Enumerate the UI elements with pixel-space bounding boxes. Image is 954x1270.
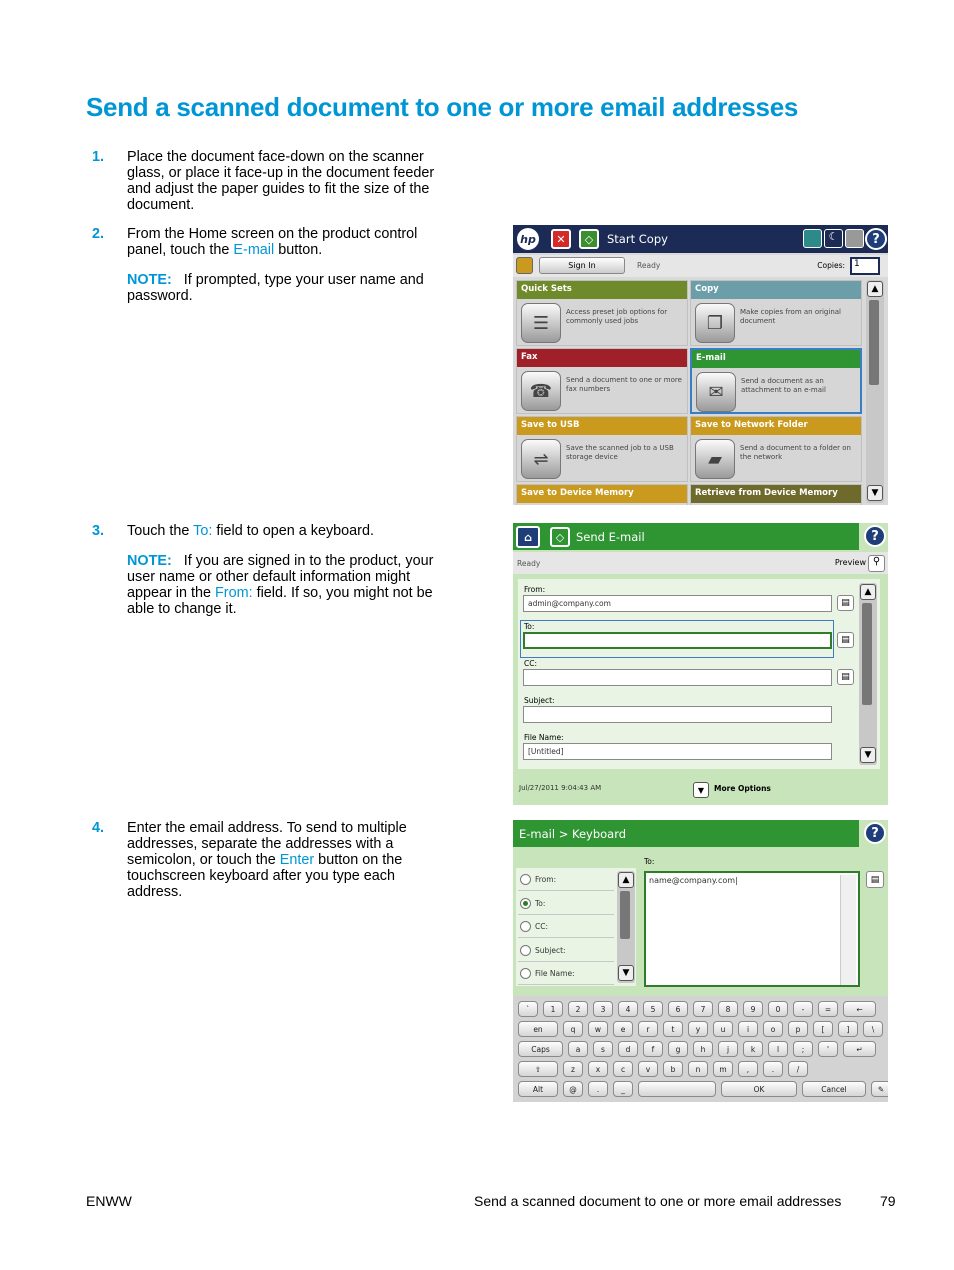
status-row [513,552,888,574]
key-label: Caps [531,1044,550,1054]
key[interactable] [738,1061,758,1077]
key[interactable] [788,1021,808,1037]
radio-label: Subject: [535,945,566,955]
radio-button-icon [520,874,531,885]
key[interactable] [788,1061,808,1077]
tile-label: Retrieve from Device Memory [691,485,861,503]
key-label: c [620,1064,626,1074]
scroll-down-icon[interactable]: ▼ [867,485,883,501]
fax-icon: ☎ [521,371,561,411]
key[interactable] [518,1001,538,1017]
key[interactable] [593,1041,613,1057]
scroll-thumb[interactable] [869,300,879,385]
key-label: l [776,1044,780,1054]
key-label: [ [821,1024,825,1034]
key-label: 0 [775,1004,781,1014]
key[interactable] [618,1001,638,1017]
start-button[interactable]: ◇ [579,229,599,249]
step-number: 1. [92,149,105,165]
key-label: j [726,1044,730,1054]
footer-left: ENWW [86,1193,132,1209]
preview-icon[interactable]: ⚲ [868,555,885,572]
key-label: _ [621,1084,625,1094]
address-book-icon[interactable]: ▤ [866,871,884,888]
key[interactable] [568,1001,588,1017]
key[interactable] [818,1001,838,1017]
key-label: y [695,1024,701,1034]
key-label: , [746,1064,750,1074]
send-email-screen-image [513,523,888,805]
key-label: 6 [675,1004,681,1014]
key[interactable] [693,1001,713,1017]
key-label: h [700,1044,706,1054]
step-text: Touch the To: field to open a keyboard. [127,523,374,539]
sleep-icon[interactable]: ☾ [824,229,843,248]
field-selector [516,868,636,986]
tile-6[interactable] [516,484,688,505]
tile-3[interactable] [690,348,862,414]
key[interactable] [563,1061,583,1077]
key-label: e [620,1024,626,1034]
fields-scrollbar[interactable] [859,583,877,765]
key[interactable] [613,1061,633,1077]
to-label: To: [644,857,655,866]
key-label: x [595,1064,601,1074]
key[interactable] [871,1081,888,1097]
copies-label: Copies: [817,261,845,270]
home-scrollbar[interactable] [866,280,884,503]
space-key[interactable] [638,1081,716,1097]
home-title: Start Copy [607,232,668,246]
step-number: 4. [92,820,105,836]
key-label: i [746,1024,750,1034]
step-number: 3. [92,523,105,539]
step-2 [92,226,452,304]
address-book-icon[interactable]: ▤ [837,632,854,648]
key[interactable] [613,1081,633,1097]
key[interactable] [768,1001,788,1017]
radio-button-icon [520,898,531,909]
tile-0[interactable] [516,280,688,346]
key[interactable] [588,1081,608,1097]
key-label: 3 [600,1004,606,1014]
key[interactable] [802,1081,866,1097]
status-text: Ready [637,261,661,270]
key[interactable] [518,1021,558,1037]
copies-field[interactable]: 1 [850,257,880,275]
tile-label: Quick Sets [517,281,687,299]
scroll-thumb[interactable] [620,891,630,939]
usb-icon: ⇌ [521,439,561,479]
key-label: = [824,1004,832,1014]
from-field[interactable]: admin@company.com [523,595,832,612]
selector-scrollbar[interactable] [617,871,635,983]
key[interactable] [843,1001,876,1017]
tile-label: Copy [691,281,861,299]
key-label: b [670,1064,676,1074]
key-label: v [645,1064,651,1074]
key[interactable] [713,1021,733,1037]
key[interactable] [643,1041,663,1057]
from-label: From: [524,585,546,594]
home-screen-image [513,225,888,505]
network-icon[interactable] [803,229,822,248]
send-title: Send E-mail [576,530,645,544]
key[interactable] [663,1061,683,1077]
more-options-label: More Options [714,784,771,793]
radio-label: To: [535,898,546,908]
key[interactable] [721,1081,797,1097]
envelope-icon: ✉ [696,372,736,412]
key-label: Alt [532,1084,544,1094]
step-1 [92,149,452,213]
step-4 [92,820,452,900]
radio-item[interactable] [518,893,614,915]
start-button[interactable]: ◇ [550,527,570,547]
key-label: en [533,1024,543,1034]
key-label: q [570,1024,576,1034]
address-book-icon[interactable]: ▤ [837,669,854,685]
tile-label: Save to Network Folder [691,417,861,435]
tile-label: Fax [517,349,687,367]
key[interactable] [793,1001,813,1017]
to-text-value: name@company.com [649,876,736,885]
step-number: 2. [92,226,105,242]
cc-label: CC: [524,659,538,668]
radio-label: File Name: [535,969,575,978]
power-icon[interactable] [516,257,533,274]
tile-description: Make copies from an original document [740,308,841,325]
key[interactable] [693,1041,713,1057]
scroll-up-icon[interactable]: ▲ [618,872,634,888]
key[interactable] [663,1021,683,1037]
sign-in-button[interactable]: Sign In [539,257,625,274]
step-text: Place the document face-down on the scanner glass, or place it face-up in the document feeder and adjust the paper guides to fit the size of the document. [127,149,435,213]
tile-7[interactable] [690,484,862,505]
key-label: d [625,1044,631,1054]
radio-button-icon [520,968,531,979]
scroll-down-icon[interactable]: ▼ [618,965,634,981]
text-scrollbar[interactable] [840,875,856,985]
key[interactable] [843,1041,876,1057]
key-label: 1 [550,1004,556,1014]
tile-description: Send a document to one or more fax numbers [566,376,682,393]
key[interactable] [618,1041,638,1057]
key[interactable] [738,1021,758,1037]
key-label: ← [856,1004,863,1014]
footer-title: Send a scanned document to one or more email addresses [474,1193,842,1209]
send-top-bar [513,523,859,550]
key[interactable] [768,1041,788,1057]
key[interactable] [638,1021,658,1037]
note: NOTE: If prompted, type your user name and password. [127,272,424,304]
key[interactable] [518,1041,563,1057]
key-label: o [770,1024,776,1034]
key-label: r [646,1024,650,1034]
stop-button[interactable]: ✕ [551,229,571,249]
key[interactable] [668,1001,688,1017]
key[interactable] [643,1001,663,1017]
radio-button-icon [520,945,531,956]
status-row [513,255,888,277]
copy-icon: ❐ [695,303,735,343]
key[interactable] [713,1061,733,1077]
step-text: Enter the email address. To send to multiple addresses, separate the addresses with a semicolon, or touch the Enter button on the touchscreen keyboard after you type each address. [127,820,407,900]
radio-label: From: [535,875,557,884]
help-icon[interactable]: ? [864,525,886,547]
radio-item[interactable] [518,940,614,962]
tile-description: Save the scanned job to a USB storage device [566,444,674,461]
keyboard-top-bar [513,820,859,847]
key-label: 9 [750,1004,756,1014]
key-label: ; [801,1044,805,1054]
key-label: . [771,1064,775,1074]
key-label: z [571,1064,575,1074]
tile-2[interactable] [516,348,688,414]
key[interactable] [563,1021,583,1037]
radio-button-icon [520,921,531,932]
key-label: ⇧ [534,1064,542,1074]
to-text-area[interactable]: name@company.com| [644,871,860,987]
radio-item[interactable] [518,869,614,891]
key-label: ↵ [856,1044,863,1054]
settings-icon[interactable] [845,229,864,248]
key-label: m [719,1064,727,1074]
filename-label: File Name: [524,733,564,742]
key[interactable] [813,1021,833,1037]
to-field[interactable] [523,632,832,649]
key[interactable] [688,1061,708,1077]
cc-field[interactable] [523,669,832,686]
key-label: g [675,1044,681,1054]
key-label: w [594,1024,602,1034]
to-label: To: [524,622,535,631]
step-text: From the Home screen on the product control panel, touch the E-mail button. [127,226,418,258]
key-label: \ [871,1024,875,1034]
subject-label: Subject: [524,696,555,705]
key[interactable] [543,1001,563,1017]
clipboard-icon: ☰ [521,303,561,343]
key[interactable] [863,1021,883,1037]
key-label: ✎ [877,1084,885,1094]
filename-field[interactable]: [Untitled] [523,743,832,760]
tile-label: E-mail [692,350,860,368]
key[interactable] [763,1061,783,1077]
tile-label: Save to USB [517,417,687,435]
key-label: 4 [625,1004,631,1014]
key-label: . [596,1084,600,1094]
tile-description: Access preset job options for commonly used jobs [566,308,668,325]
tile-5[interactable] [690,416,862,482]
home-top-bar [513,225,888,253]
tile-description: Send a document as an attachment to an e-mail [741,377,826,394]
tile-description: Send a document to a folder on the network [740,444,851,461]
key[interactable] [563,1081,583,1097]
help-icon[interactable]: ? [865,228,887,250]
touch-keyboard [513,996,888,1102]
key-label: Cancel [821,1084,847,1094]
key-label: k [750,1044,756,1054]
key[interactable] [518,1061,558,1077]
keyboard-screen-image [513,820,888,1102]
key[interactable] [838,1021,858,1037]
key-label: a [575,1044,581,1054]
key-label: u [720,1024,726,1034]
step-3 [92,523,452,617]
key[interactable] [638,1061,658,1077]
page-number: 79 [880,1193,896,1209]
page-title: Send a scanned document to one or more email addresses [86,92,799,122]
help-icon[interactable]: ? [864,822,886,844]
key-label: s [601,1044,605,1054]
note: NOTE: If you are signed in to the product, your user name or other default information might appear in the From: field. If so, you might not be able to change it. [127,553,434,617]
key-label: p [795,1024,801,1034]
key[interactable] [568,1041,588,1057]
datetime: Jul/27/2011 9:04:43 AM [519,784,602,792]
key[interactable] [588,1021,608,1037]
address-book-icon[interactable]: ▤ [837,595,854,611]
scroll-up-icon[interactable]: ▲ [860,584,876,600]
radio-item[interactable] [518,916,614,938]
status-text: Ready [517,559,541,568]
hp-logo: hp [517,228,539,250]
scroll-thumb[interactable] [862,603,872,705]
key-label: @ [569,1084,577,1094]
key[interactable] [613,1021,633,1037]
keyboard-title: E-mail > Keyboard [519,827,627,841]
key[interactable] [743,1041,763,1057]
key-label: / [796,1064,800,1074]
preview-label: Preview [834,558,866,567]
key-label: ' [826,1044,830,1054]
tile-label: Save to Device Memory [517,485,687,503]
key[interactable] [818,1041,838,1057]
radio-item[interactable] [518,963,614,985]
key[interactable] [718,1001,738,1017]
key[interactable] [588,1061,608,1077]
key-label: 2 [575,1004,581,1014]
key[interactable] [743,1001,763,1017]
key-label: - [801,1004,805,1014]
subject-field[interactable] [523,706,832,723]
key-label: t [671,1024,675,1034]
fields-panel [518,579,880,769]
tile-1[interactable] [690,280,862,346]
key-label: 8 [725,1004,731,1014]
key-label: OK [753,1084,765,1094]
key-label: 5 [650,1004,656,1014]
scroll-down-icon[interactable]: ▼ [860,747,876,763]
key[interactable] [718,1041,738,1057]
key-label: 7 [700,1004,706,1014]
key[interactable] [688,1021,708,1037]
tile-4[interactable] [516,416,688,482]
key[interactable] [668,1041,688,1057]
folder-icon: ▰ [695,439,735,479]
home-icon[interactable]: ⌂ [516,526,540,548]
more-options-button[interactable]: ▼ [693,782,709,798]
scroll-up-icon[interactable]: ▲ [867,281,883,297]
radio-label: CC: [535,922,549,931]
key[interactable] [518,1081,558,1097]
key-label: n [695,1064,701,1074]
key-label: ] [846,1024,850,1034]
email-link: E-mail [233,242,275,258]
key-label: f [651,1044,655,1054]
key-label: ` [526,1004,530,1014]
key[interactable] [763,1021,783,1037]
key[interactable] [593,1001,613,1017]
key[interactable] [793,1041,813,1057]
